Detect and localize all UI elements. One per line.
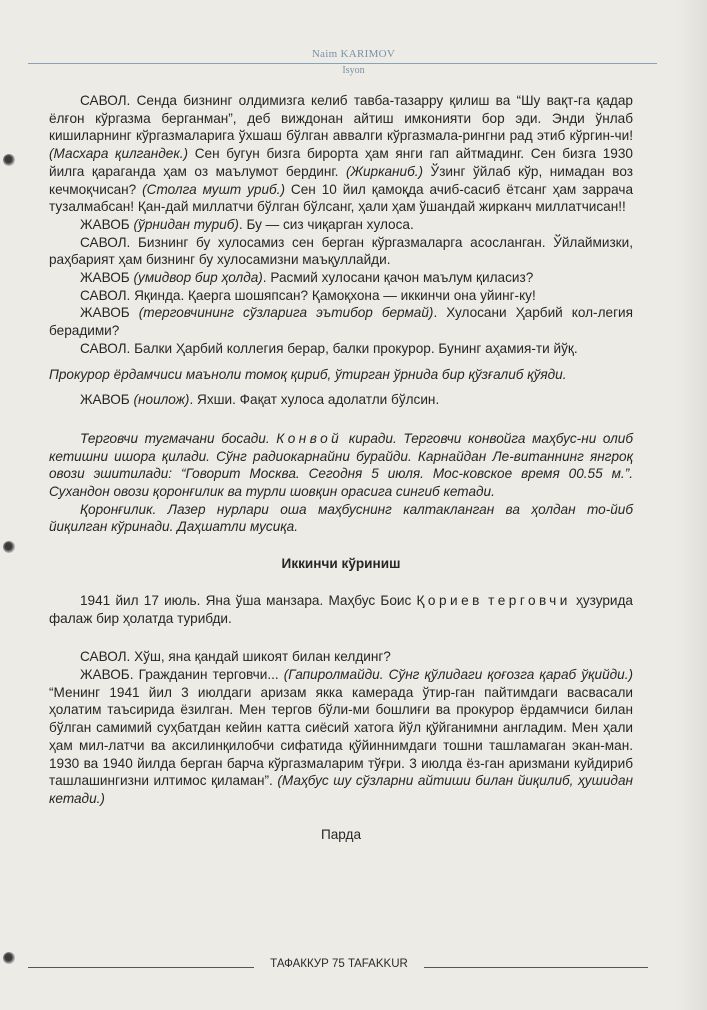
paragraph: [49, 648, 633, 666]
paragraph: [49, 391, 633, 409]
stage-direction: Конвой: [276, 430, 343, 446]
text-run: . Бу — сиз чиқарган хулоса.: [238, 216, 414, 232]
footer-label: ТАФАККУР 75 TAFAKKUR: [270, 958, 408, 970]
paragraph: [49, 287, 633, 305]
text-run: ҳузурида фалаж бир ҳолатда турибди.: [49, 592, 633, 626]
running-header-title: Isyon: [342, 65, 365, 76]
paragraph: [49, 366, 633, 384]
text-run: . Яхши. Фақат хулоса адолатли бўлсин.: [189, 392, 440, 408]
footer-rule-left: [28, 967, 254, 968]
stage-direction: (терговчининг сўзларига эътибор бермай): [138, 305, 434, 321]
paragraph: [49, 216, 633, 234]
text-run: ЖАВОБ: [80, 392, 134, 408]
text-run: САВОЛ. Балки Ҳарбий коллегия берар, балки прокурор. Бунинг аҳамия-ти йўқ.: [80, 340, 578, 356]
header-rule: [28, 63, 657, 64]
footer-rule-right: [424, 967, 648, 968]
page-footer: [0, 958, 707, 978]
punch-hole-icon: [3, 541, 15, 553]
running-header-author: Naim KARIMOV: [311, 48, 396, 60]
text-run: САВОЛ. Яқинда. Қаерга шошяпсан? Қамоқхона — иккинчи она уйинг-ку!: [80, 287, 536, 303]
stage-direction: (Столга мушт уриб.): [142, 181, 285, 197]
dialogue-part-2: [49, 592, 633, 808]
text-run: Қориев: [416, 592, 483, 608]
stage-direction: (ноилож): [133, 392, 190, 408]
scene-heading: Иккинчи кўриниш: [281, 556, 401, 572]
text-run: . Расмий хулосани қачон маълум қиласиз?: [262, 270, 534, 286]
stage-direction: (Маҳбус шу сўзларни айтиши билан йиқилиб, ҳушидан кетади.): [49, 773, 633, 806]
text-run: . Хулосани Ҳарбий кол-легия берадими?: [49, 305, 633, 339]
stage-direction: (Жирканиб.): [345, 163, 424, 179]
punch-hole-icon: [3, 154, 15, 166]
text-run: Сен 10 йил қамоқда ачиб-сасиб ётсанг ҳам заррача тузалмабсан! Қан-дай миллатчи бўлган бўлсанг, ҳали ҳам ўшандай жирканч миллатчисан!!: [49, 181, 634, 215]
text-run: ЖАВОБ: [80, 305, 139, 321]
stage-direction: Қоронғилик. Лазер нурлари оша маҳбуснинг калтакланган ва ҳолдан то-йиб йиқилган кўринади. Даҳшатли мусиқа.: [49, 501, 633, 535]
stage-direction: Терговчи тугмачани босади.: [80, 430, 277, 446]
text-run: Ўзинг ўйлаб кўр, нимадан воз кечмоқчисан?: [49, 163, 633, 197]
stage-direction: киради. Терговчи конвойга маҳбус-ни олиб кетишни ишора қилади. Сўнг радиокарнайни бурайди. Карнайдан Ле-витаннинг янгроқ овози эшитилади: “Говорит Москва. Сегодня 5 июля. Мос-ковское время 00.55 м.”. Сухандон овози қоронғилик ва турли шовқин орасига сингиб кетади.: [49, 430, 633, 500]
text-run: “Менинг 1941 йил 3 июлдаги аризам якка камерада ўтир-ган пайтимдаги васвасали ҳолатим таъсирида ёзилган. Мен тергов бўли-ми бошлиғи ва прокурор ёрдамчиси билан бўлган самимий суҳбатдан кейин катта сиёсий хатога йўл қўйганимни англадим. Мен ҳали ҳам мил-латчи ва аксилинқилобчи сифатида қўйиннимдаги тошни ташламаган экан-ман. 1930 ва 1940 йилда берган барча кўргазмаларим тўғри. 3 июлда ёз-ган аризмани куйдириб ташлашингизни илтимос қиламан”.: [49, 684, 633, 789]
paragraph: [49, 269, 633, 287]
text-run: ЖАВОБ: [80, 216, 134, 232]
stage-direction: (Масхара қилгандек.): [49, 146, 189, 162]
page-body: [49, 92, 633, 843]
paragraph: [49, 234, 633, 269]
paragraph: [49, 304, 633, 339]
text-run: Сен бугун бизга бирорта ҳам янги гап айтмадинг. Сен бизга 1930 йилга қараганда ҳам оз маълумот бердинг.: [49, 146, 633, 179]
text-run: ЖАВОБ: [80, 270, 134, 286]
text-run: ЖАВОБ. Гражданин терговчи...: [80, 666, 284, 682]
text-run: 1941 йил 17 июль. Яна ўша манзара. Маҳбус Боис: [80, 592, 417, 608]
page-header: [0, 48, 707, 82]
paragraph: [49, 592, 633, 627]
stage-direction: (умидвор бир ҳолда): [133, 270, 263, 286]
stage-direction: (Гапиролмайди. Сўнг қўлидаги қоғозга қараб ўқийди.): [283, 666, 634, 682]
paragraph: [49, 92, 633, 216]
stage-direction: (ўрнидан туриб): [133, 216, 239, 232]
text-run: САВОЛ. Сенда бизнинг олдимизга келиб тавба-тазарру қилиш ва “Шу вақт-га қадар ёлғон кўргазма берганман”, деб виждонан айтиш имконияти бор эди. Энди ўнлаб кишиларнинг кўргазмаларига ўхшаш бўлган аввалги кўргазмала-рингни рад этиб кўргин-чи!: [49, 93, 633, 144]
text-run: САВОЛ. Хўш, яна қандай шикоят билан келдинг?: [80, 649, 391, 665]
paragraph: [49, 340, 633, 358]
text-run: САВОЛ. Бизнинг бу хулосамиз сен берган кўргазмаларга асосланган. Ўйлаймизки, раҳбарият ҳам бизнинг бу хулосамизни маъқуллайди.: [49, 234, 633, 268]
paragraph: [49, 501, 633, 536]
paragraph: [49, 666, 633, 808]
page-edge-shadow: [677, 0, 707, 1010]
text-run: терговчи: [488, 592, 571, 608]
paragraph: [49, 430, 633, 501]
curtain-line: Парда: [320, 826, 362, 842]
stage-direction: Прокурор ёрдамчиси маъноли томоқ қириб, ўтирган ўрнида бир қўзғалиб қўяди.: [49, 366, 567, 382]
dialogue-part-1: [49, 92, 633, 536]
